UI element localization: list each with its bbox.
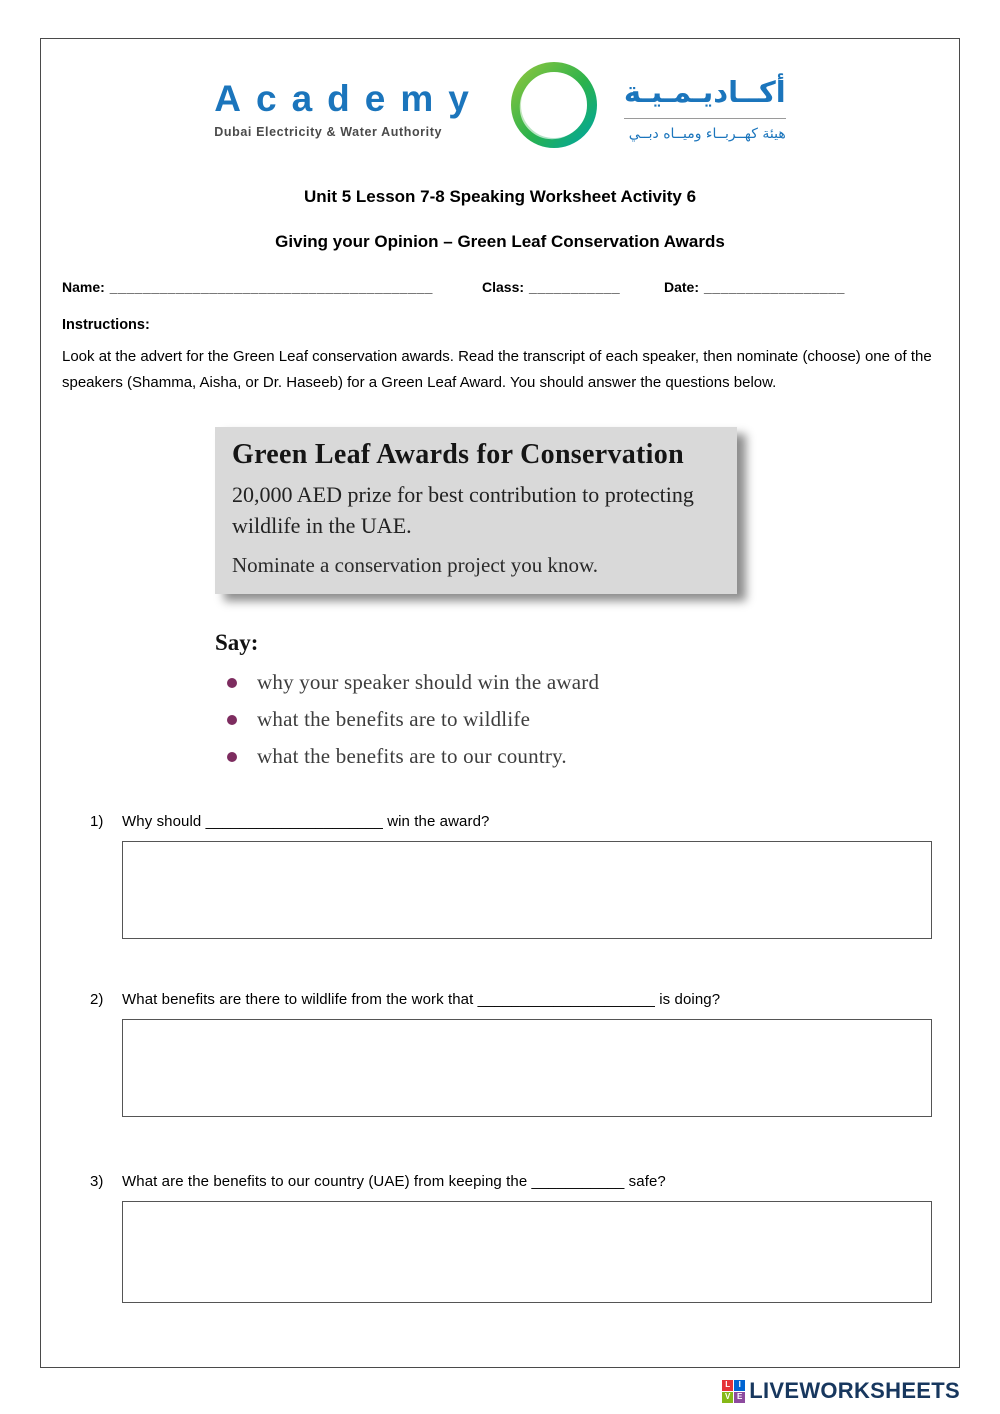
dewa-arabic-title: أكــاديـمـيـة <box>623 75 786 110</box>
answer-box-1[interactable] <box>122 841 932 939</box>
advert-title: Green Leaf Awards for Conservation <box>232 439 684 470</box>
green-leaf-advert <box>215 427 737 594</box>
dewa-academy-header <box>62 57 938 161</box>
instructions-text: Look at the advert for the Green Leaf conservation awards. Read the transcript of each speaker, then nominate (choose) one of the speakers (Shamma, Aisha, or Dr. Haseeb) for a Green Leaf Award. You should answer the questions below. <box>62 348 932 391</box>
bullet-dot-icon <box>227 678 237 688</box>
academy-logo-text <box>214 79 484 140</box>
question-1-text: Why should _____________________ win the award? <box>122 813 490 830</box>
say-bullet-item <box>227 670 938 695</box>
dewa-english-subtitle: Dubai Electricity & Water Authority <box>214 125 443 140</box>
worksheet-page <box>40 38 960 1368</box>
liveworksheets-footer[interactable] <box>722 1378 960 1404</box>
advert-body: 20,000 AED prize for best contribution to protecting wildlife in the UAE. <box>232 482 694 538</box>
instructions-label: Instructions: <box>62 317 150 333</box>
question-1 <box>62 813 938 830</box>
answer-box-3[interactable] <box>122 1201 932 1303</box>
liveworksheets-icon-square: L <box>722 1380 733 1391</box>
answer-box-2[interactable] <box>122 1019 932 1117</box>
question-3-text: What are the benefits to our country (UAE) from keeping the ___________ safe? <box>122 1173 666 1190</box>
liveworksheets-icon-square: I <box>734 1380 745 1391</box>
name-label: Name: <box>62 279 105 295</box>
date-blank-line: _________________ <box>704 279 845 295</box>
bullet-dot-icon <box>227 715 237 725</box>
name-field <box>62 279 482 295</box>
say-bullet-list <box>227 670 938 769</box>
name-blank-line: _______________________________________ <box>109 279 433 295</box>
say-bullet-text: what the benefits are to our country. <box>257 744 567 768</box>
question-3 <box>62 1173 938 1190</box>
class-label: Class: <box>482 279 525 295</box>
liveworksheets-icon-square: E <box>734 1392 745 1403</box>
dewa-arabic-logo-text <box>624 76 786 141</box>
question-3-number: 3) <box>90 1173 104 1190</box>
worksheet-title: Unit 5 Lesson 7-8 Speaking Worksheet Activity 6 <box>303 187 697 206</box>
student-fields-row <box>62 279 938 295</box>
liveworksheets-icon <box>722 1380 745 1403</box>
say-bullet-text: what the benefits are to wildlife <box>257 707 531 731</box>
worksheet-subtitle: Giving your Opinion – Green Leaf Conservation Awards <box>275 232 725 251</box>
dewa-arabic-subtitle: هيئة كهــربــاء وميــاه دبــي <box>624 118 786 142</box>
liveworksheets-icon-square: V <box>722 1392 733 1403</box>
question-2-text: What benefits are there to wildlife from the work that _____________________ is doing? <box>122 991 721 1008</box>
date-label: Date: <box>664 279 700 295</box>
class-field <box>482 279 664 295</box>
class-blank-line: ___________ <box>529 279 621 295</box>
date-field <box>664 279 845 295</box>
say-bullet-item <box>227 707 938 732</box>
dewa-circle-logo-icon <box>506 57 602 158</box>
say-bullet-item <box>227 744 938 769</box>
bullet-dot-icon <box>227 752 237 762</box>
question-2-number: 2) <box>90 991 104 1008</box>
say-bullet-text: why your speaker should win the award <box>257 670 600 694</box>
advert-footer: Nominate a conservation project you know. <box>232 553 599 577</box>
liveworksheets-brand-text: LIVEWORKSHEETS <box>749 1378 960 1403</box>
question-2 <box>62 991 938 1008</box>
academy-wordmark: Academy <box>214 77 484 119</box>
question-1-number: 1) <box>90 813 104 830</box>
say-label: Say: <box>215 630 259 655</box>
